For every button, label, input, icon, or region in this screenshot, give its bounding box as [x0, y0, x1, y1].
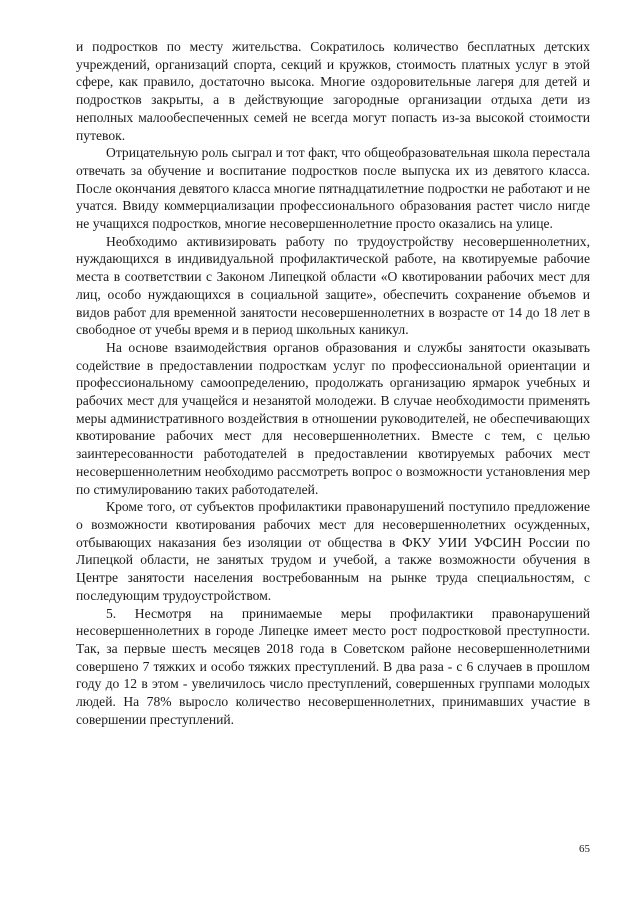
paragraph-1: и подростков по месту жительства. Сократилось количество бесплатных детских учреждений, организаций спорта, секций и кружков, стоимость платных услуг в этой сфере, как правило, достаточно высока. Многие оздоровительные лагеря для детей и подростков закрыты, а в действующие загородные организации отдыха дети из неполных малообеспеченных семей не всегда могут попасть из-за высокой стоимости путевок. [76, 39, 590, 143]
document-body [76, 38, 590, 728]
paragraph-2: Отрицательную роль сыграл и тот факт, что общеобразовательная школа перестала отвечать за обучение и воспитание подростков после выпуска их из девятого класса. После окончания девятого класса многие пятнадцатилетние подростки не работают и не учатся. Ввиду коммерциализации профессионального образования растет число нигде не учащихся подростков, многие несовершеннолетние просто оказались на улице. [76, 145, 590, 232]
paragraph-4: На основе взаимодействия органов образования и службы занятости оказывать содействие в предоставлении подросткам услуг по профессиональной ориентации и профессиональному самоопределению, продолжать организацию ярмарок учебных и рабочих мест для учащейся и незанятой молодежи. В случае необходимости применять меры административного воздействия в отношении руководителей, не обеспечивающих квотирование рабочих мест для несовершеннолетних. Вместе с тем, с целью заинтересованности работодателей в предоставлении квотируемых рабочих мест несовершеннолетним необходимо рассмотреть вопрос о возможности установления мер по стимулированию таких работодателей. [76, 339, 590, 497]
page-number: 65 [579, 843, 590, 855]
paragraph-3: Необходимо активизировать работу по трудоустройству несовершеннолетних, нуждающихся в индивидуальной профилактической работе, на квотируемые рабочие места в соответствии с Законом Липецкой области «О квотировании рабочих мест для лиц, особо нуждающихся в социальной защите», обеспечить сохранение объемов и видов работ для временной занятости несовершеннолетних в возрасте от 14 до 18 лет в свободное от учебы время и в период школьных каникул. [76, 233, 590, 338]
paragraph-5: Кроме того, от субъектов профилактики правонарушений поступило предложение о возможности квотирования рабочих мест для несовершеннолетних осужденных, отбывающих наказания без изоляции от общества в ФКУ УИИ УФСИН России по Липецкой области, не занятых трудом и учебой, а также возможности обучения в Центре занятости населения востребованным на рынке труда специальностям, с последующим трудоустройством. [76, 499, 590, 603]
paragraph-6: 5. Несмотря на принимаемые меры профилактики правонарушений несовершеннолетних в городе Липецке имеет место рост подростковой преступности. Так, за первые шесть месяцев 2018 года в Советском районе несовершеннолетними совершено 7 тяжких и особо тяжких преступлений. В два раза - с 6 случаев в прошлом году до 12 в этом - увеличилось число преступлений, совершенных группами молодых людей. На 78% выросло количество несовершеннолетних, принимавших участие в совершении преступлений. [76, 605, 590, 727]
